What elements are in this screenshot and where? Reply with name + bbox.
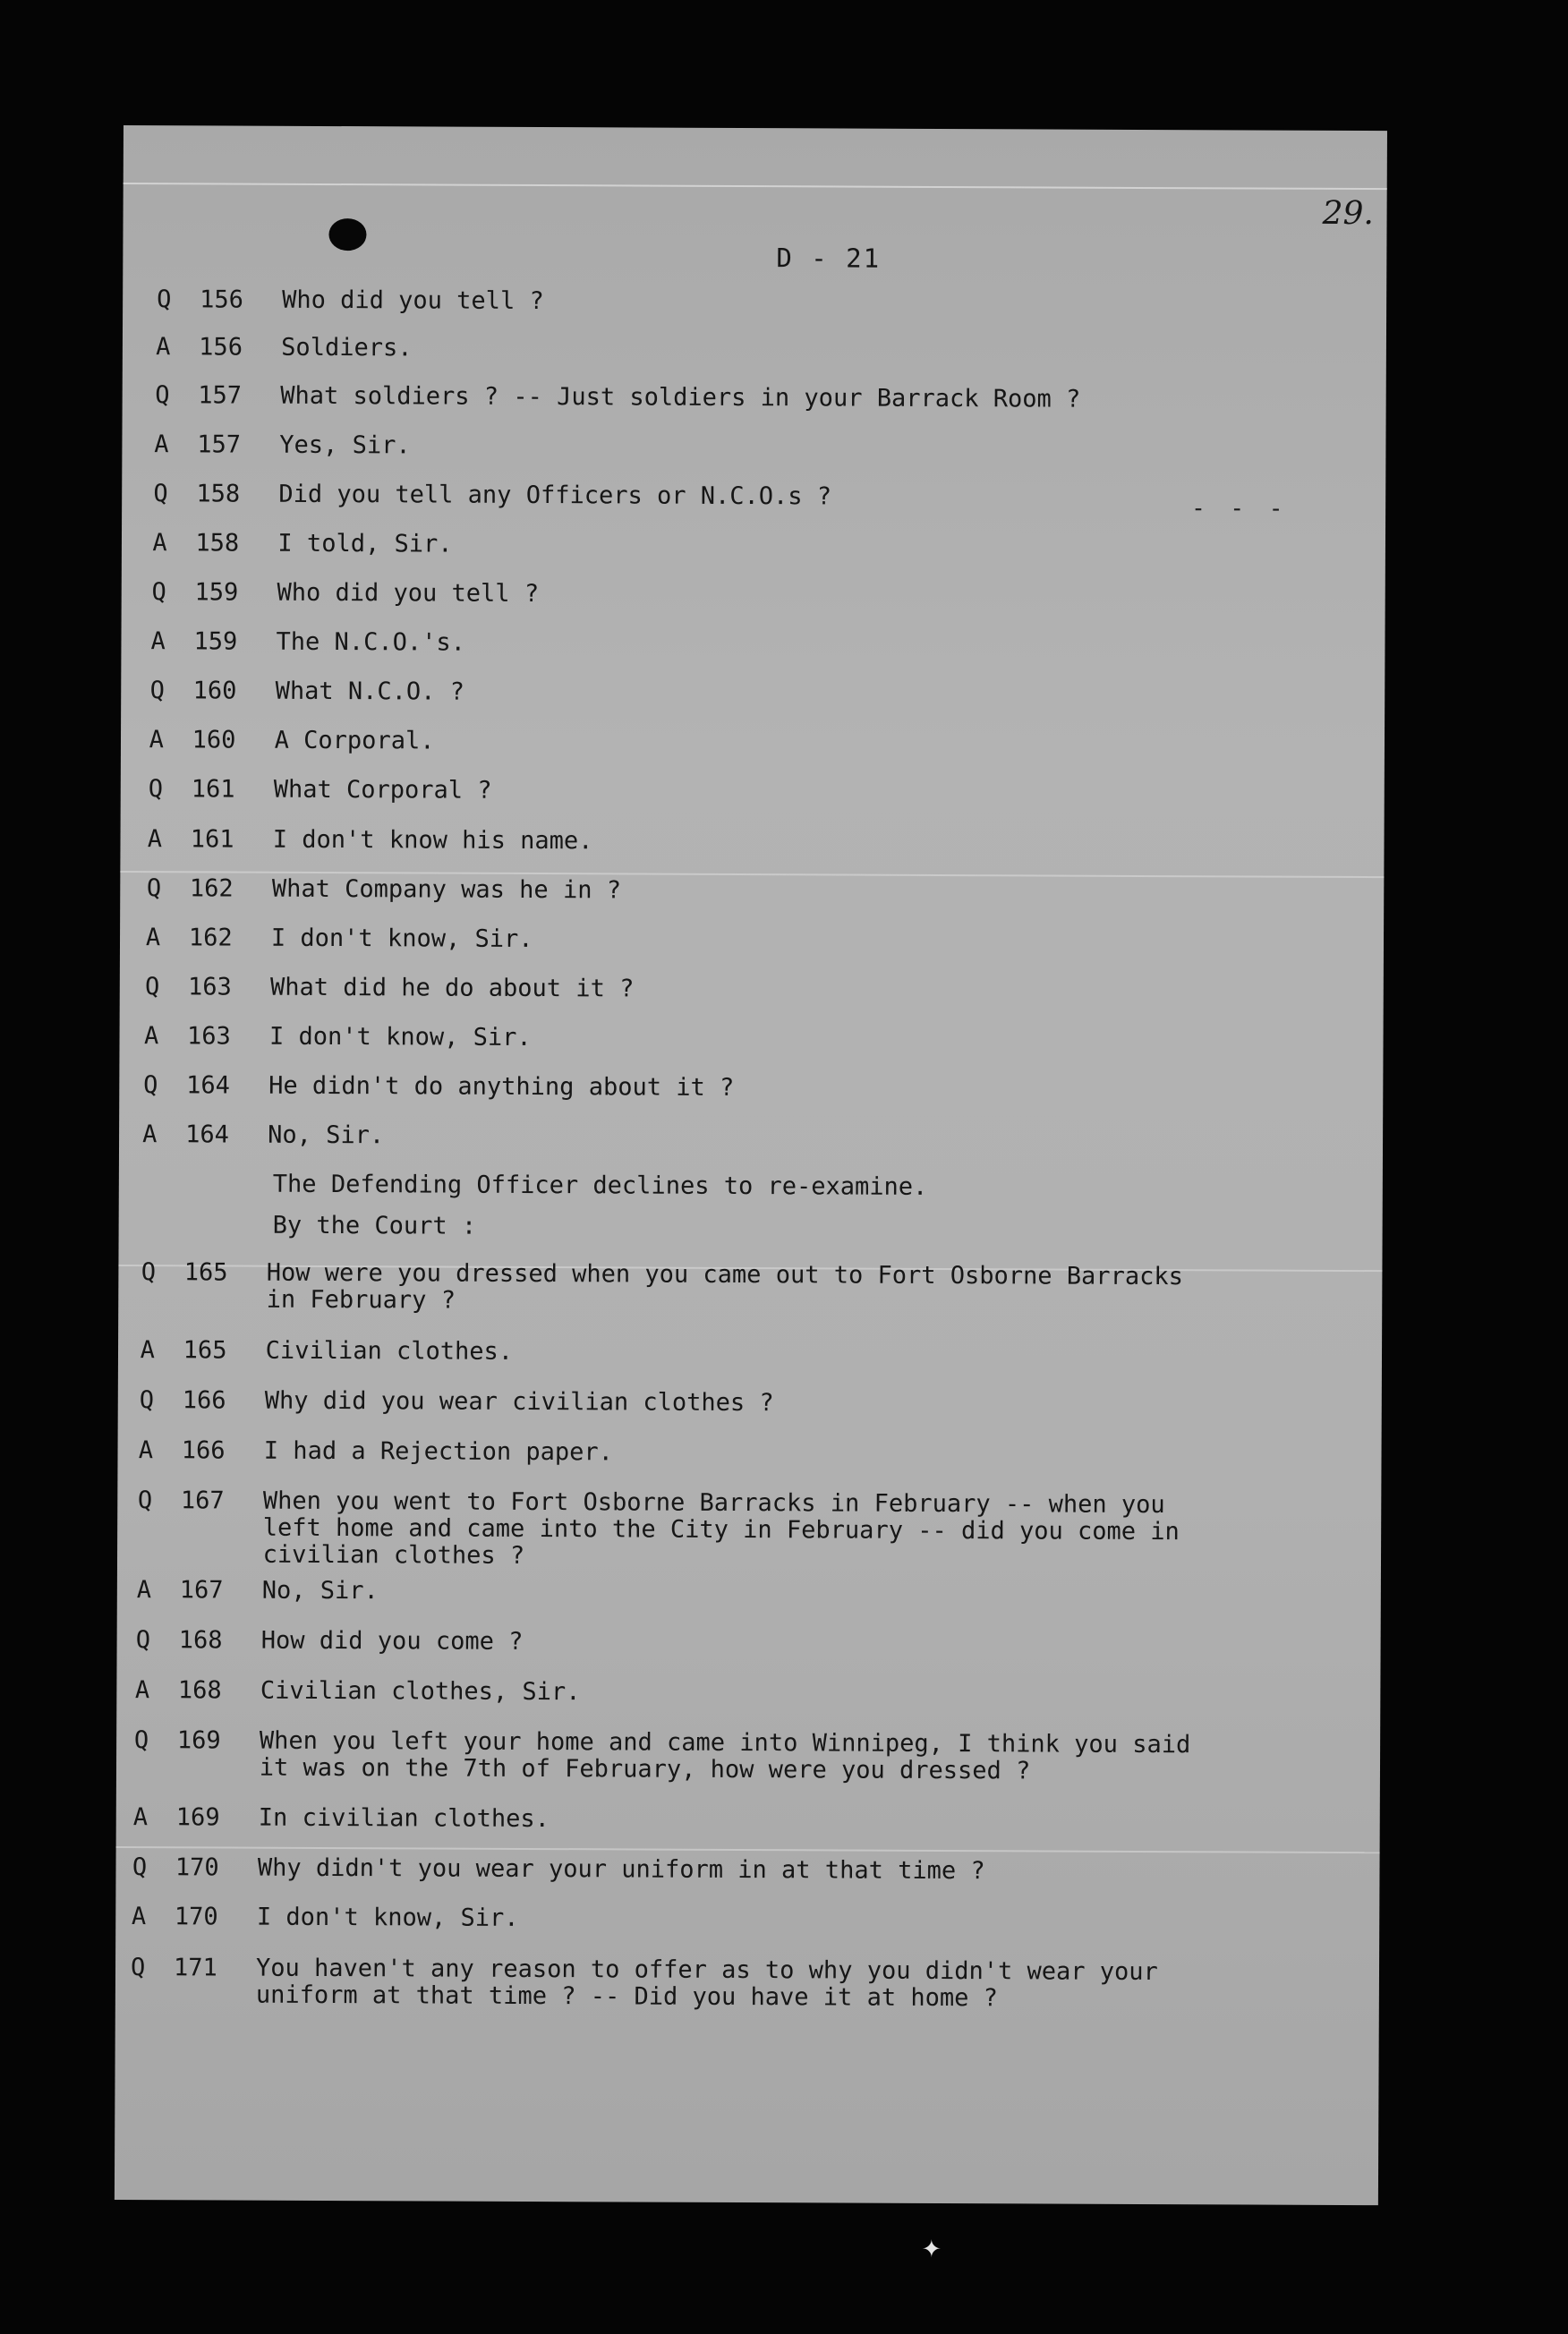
question-number: 162 bbox=[189, 874, 234, 903]
line-type-label: Q bbox=[153, 480, 168, 508]
question-number: 163 bbox=[186, 1022, 231, 1051]
transcript-line bbox=[144, 1023, 1254, 1054]
question-number: 162 bbox=[188, 924, 233, 952]
question-number: 159 bbox=[193, 627, 238, 656]
line-type-label: Q bbox=[139, 1386, 155, 1415]
line-text: What soldiers ? -- Just soldiers in your Barrack Room ? bbox=[280, 381, 1081, 413]
question-number: 166 bbox=[182, 1386, 226, 1415]
page-id: D - 21 bbox=[776, 243, 882, 274]
line-type-label: Q bbox=[141, 1258, 157, 1287]
line-type-label: A bbox=[132, 1803, 149, 1832]
transcript-line bbox=[145, 974, 1255, 1005]
transcript-line bbox=[148, 826, 1257, 857]
transcript-line bbox=[143, 1072, 1253, 1103]
transcript-line bbox=[153, 481, 1263, 512]
line-text: I don't know, Sir. bbox=[270, 924, 533, 954]
reexamine-statement: The Defending Officer declines to re-examine. bbox=[272, 1170, 928, 1201]
question-number: 167 bbox=[180, 1486, 225, 1515]
line-text: Who did you tell ? bbox=[282, 285, 544, 316]
line-text: What N.C.O. ? bbox=[275, 677, 465, 706]
transcript-line bbox=[150, 677, 1260, 709]
paper-fold-line bbox=[116, 1846, 1380, 1853]
line-type-label: A bbox=[156, 333, 171, 362]
question-number: 157 bbox=[197, 430, 242, 459]
transcript-line bbox=[134, 1727, 1244, 1785]
line-text: Soldiers. bbox=[281, 333, 413, 362]
transcript-line bbox=[147, 875, 1257, 907]
question-number: 171 bbox=[173, 1954, 217, 1982]
line-text: What did he do about it ? bbox=[269, 973, 635, 1003]
line-type-label: Q bbox=[137, 1486, 153, 1515]
transcript-line bbox=[142, 1121, 1252, 1153]
line-type-label: Q bbox=[157, 285, 172, 314]
line-text: You haven't any reason to offer as to why you didn't wear your uniform at that time ? -- Did you have it at home ? bbox=[255, 1954, 1158, 2013]
line-type-label: Q bbox=[135, 1626, 151, 1655]
line-type-label: Q bbox=[146, 874, 162, 903]
line-text: I don't know his name. bbox=[272, 825, 593, 856]
line-type-label: A bbox=[152, 529, 167, 558]
line-text: What Company was he in ? bbox=[271, 874, 622, 905]
line-text: When you left your home and came into Winnipeg, I think you said it was on the 7th of February, how were you dressed ? bbox=[259, 1726, 1191, 1785]
question-number: 156 bbox=[199, 333, 243, 362]
line-type-label: Q bbox=[132, 1853, 148, 1882]
transcript-line bbox=[154, 431, 1264, 463]
question-number: 164 bbox=[185, 1120, 230, 1149]
question-number: 170 bbox=[174, 1903, 218, 1931]
question-number: 168 bbox=[178, 1626, 223, 1655]
question-number: 168 bbox=[177, 1676, 222, 1705]
line-type-label: Q bbox=[148, 775, 164, 804]
question-number: 156 bbox=[200, 285, 243, 314]
line-type-label: A bbox=[142, 1120, 158, 1149]
question-number: 163 bbox=[187, 973, 232, 1001]
line-text: Yes, Sir. bbox=[279, 430, 411, 460]
line-text: Why did you wear civilian clothes ? bbox=[264, 1386, 774, 1418]
line-type-label: A bbox=[149, 726, 165, 754]
page-top-edge bbox=[124, 183, 1387, 190]
transcript-line bbox=[149, 727, 1259, 758]
transcript-line bbox=[141, 1337, 1250, 1368]
transcript-line bbox=[131, 1955, 1240, 2013]
transcript-line bbox=[146, 924, 1256, 956]
line-text: Civilian clothes, Sir. bbox=[260, 1676, 581, 1707]
line-text: No, Sir. bbox=[261, 1576, 379, 1606]
transcript-line bbox=[149, 776, 1258, 807]
question-number: 159 bbox=[194, 578, 239, 607]
transcript-line bbox=[140, 1387, 1249, 1418]
transcript-line bbox=[139, 1437, 1248, 1469]
line-type-label: A bbox=[150, 627, 166, 656]
line-text: The N.C.O.'s. bbox=[276, 627, 465, 657]
line-type-label: A bbox=[136, 1576, 152, 1605]
transcript-line bbox=[157, 286, 1266, 318]
punch-hole bbox=[328, 218, 366, 251]
transcript-line bbox=[151, 628, 1261, 660]
line-text: How did you come ? bbox=[260, 1626, 524, 1656]
transcript-line bbox=[141, 1259, 1251, 1317]
line-type-label: Q bbox=[151, 578, 166, 607]
transcript-line bbox=[135, 1677, 1245, 1708]
line-text: I had a Rejection paper. bbox=[263, 1436, 614, 1467]
line-type-label: A bbox=[134, 1676, 150, 1705]
question-number: 157 bbox=[198, 381, 243, 410]
line-text: Did you tell any Officers or N.C.O.s ? bbox=[278, 480, 832, 511]
handwritten-page-number: 29. bbox=[1322, 194, 1374, 233]
line-type-label: A bbox=[138, 1436, 154, 1465]
by-the-court-heading: By the Court : bbox=[272, 1211, 477, 1240]
question-number: 165 bbox=[183, 1336, 227, 1365]
question-number: 169 bbox=[175, 1803, 220, 1832]
line-type-label: A bbox=[147, 825, 163, 854]
question-number: 164 bbox=[186, 1071, 230, 1100]
document-page bbox=[115, 125, 1387, 2205]
transcript-line bbox=[151, 579, 1261, 610]
line-text: No, Sir. bbox=[268, 1120, 385, 1150]
question-number: 165 bbox=[183, 1258, 228, 1287]
line-type-label: A bbox=[140, 1336, 156, 1365]
line-type-label: Q bbox=[149, 677, 165, 705]
scan-artifact: ✦ bbox=[922, 2228, 942, 2265]
line-type-label: A bbox=[143, 1022, 159, 1051]
question-number: 161 bbox=[190, 825, 234, 854]
line-type-label: Q bbox=[133, 1726, 149, 1755]
line-text: I told, Sir. bbox=[277, 529, 453, 558]
question-number: 160 bbox=[192, 677, 237, 705]
question-number: 166 bbox=[181, 1436, 226, 1465]
transcript-line bbox=[132, 1904, 1241, 1935]
line-type-label: A bbox=[131, 1903, 147, 1931]
question-number: 169 bbox=[176, 1726, 221, 1755]
line-text: How were you dressed when you came out to Fort Osborne Barracks in February ? bbox=[266, 1258, 1183, 1315]
line-type-label: Q bbox=[144, 973, 160, 1001]
transcript-line bbox=[155, 382, 1265, 413]
transcript-line bbox=[156, 334, 1265, 365]
line-type-label: Q bbox=[143, 1071, 158, 1100]
line-type-label: A bbox=[154, 430, 169, 459]
question-number: 158 bbox=[196, 480, 241, 508]
question-number: 161 bbox=[191, 775, 235, 804]
line-text: Civilian clothes. bbox=[265, 1336, 514, 1366]
question-number: 160 bbox=[192, 726, 236, 754]
line-text: A Corporal. bbox=[274, 726, 435, 755]
line-type-label: Q bbox=[130, 1954, 146, 1982]
transcript-line bbox=[136, 1627, 1246, 1658]
line-text: When you went to Fort Osborne Barracks in February -- when you left home and came into the City in February -- did you come in civilian clothes ? bbox=[262, 1486, 1180, 1570]
question-number: 158 bbox=[195, 529, 240, 558]
transcript-line bbox=[138, 1487, 1248, 1572]
transcript-line bbox=[152, 530, 1262, 561]
line-type-label: Q bbox=[155, 381, 170, 410]
line-type-label: A bbox=[145, 924, 161, 952]
line-text: In civilian clothes. bbox=[258, 1803, 550, 1834]
dash-mark: - - - bbox=[1191, 495, 1289, 523]
line-text: I don't know, Sir. bbox=[256, 1903, 519, 1932]
line-text: He didn't do anything about it ? bbox=[268, 1071, 735, 1102]
line-text: What Corporal ? bbox=[273, 775, 492, 805]
transcript-line bbox=[132, 1854, 1242, 1886]
line-text: Why didn't you wear your uniform in at that time ? bbox=[257, 1853, 985, 1886]
line-text: I don't know, Sir. bbox=[268, 1022, 532, 1052]
question-number: 170 bbox=[175, 1853, 219, 1882]
transcript-line bbox=[137, 1577, 1247, 1608]
transcript-line bbox=[133, 1804, 1243, 1836]
question-number: 167 bbox=[179, 1576, 224, 1605]
line-text: Who did you tell ? bbox=[277, 578, 540, 609]
